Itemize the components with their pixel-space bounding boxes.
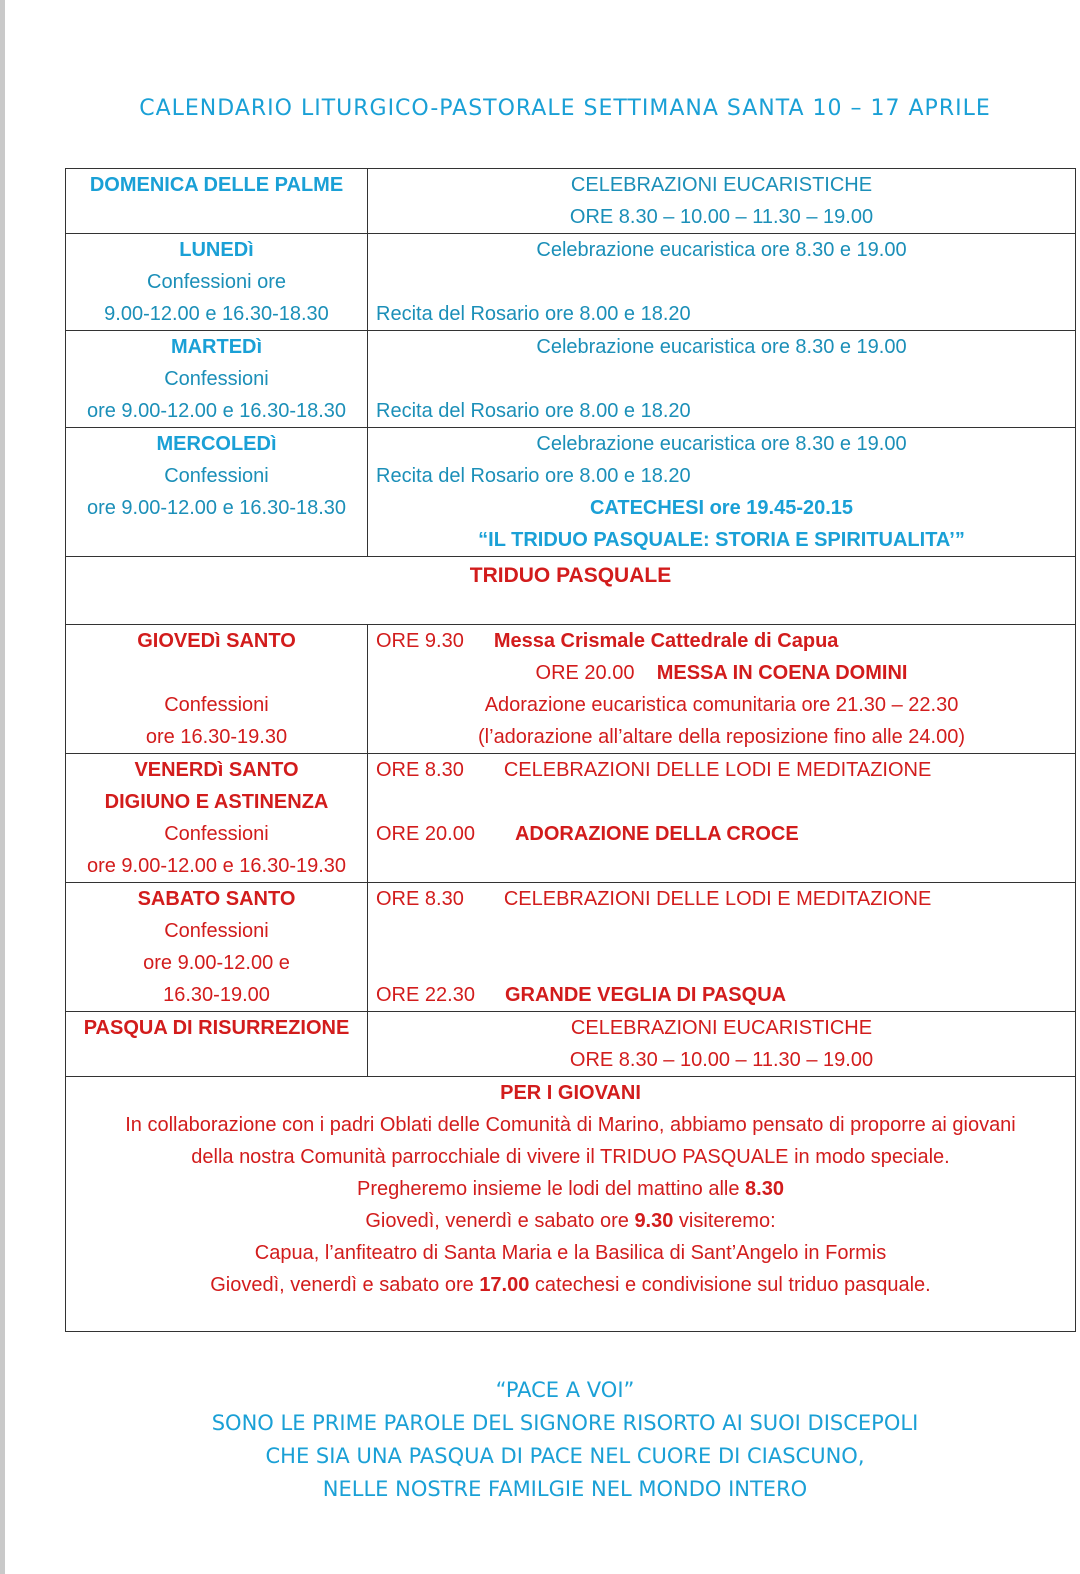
day-label: PASQUA DI RISURREZIONE — [83, 1017, 350, 1039]
events-cell — [368, 625, 1076, 754]
closing-line: CHE SIA UNA PASQUA DI PACE NEL CUORE DI CIASCUNO, — [265, 1444, 865, 1468]
day-cell — [66, 428, 368, 557]
row-venerdi-santo — [66, 754, 1076, 883]
confession-text: Confessioni — [164, 920, 269, 942]
events-cell — [368, 331, 1076, 428]
event-title: MESSA IN COENA DOMINI — [656, 662, 908, 684]
confession-text: Confessioni — [164, 465, 269, 487]
day-cell — [66, 331, 368, 428]
day-cell — [66, 625, 368, 754]
youth-text: In collaborazione con i padri Oblati delle Comunità di Marino, abbiamo pensato di proporre ai giovani — [125, 1114, 1016, 1136]
confession-text: ore 9.00-12.00 e 16.30-18.30 — [86, 497, 347, 519]
day-label: VENERDì SANTO — [134, 759, 299, 781]
youth-cell — [66, 1077, 1076, 1332]
closing-message — [0, 1374, 1080, 1506]
section-title: TRIDUO PASQUALE — [469, 564, 672, 587]
catechesi-theme: “IL TRIDUO PASQUALE: STORIA E SPIRITUALITA’” — [478, 529, 965, 551]
row-pasqua — [66, 1012, 1076, 1077]
event-line: Celebrazione eucaristica ore 8.30 e 19.00 — [536, 239, 907, 261]
event-time: ORE 20.00 — [376, 823, 475, 845]
section-header-cell — [66, 557, 1076, 625]
fasting-label: DIGIUNO E ASTINENZA — [104, 791, 329, 813]
event-line: ORE 8.30 – 10.00 – 11.30 – 19.00 — [569, 1049, 874, 1071]
row-lunedi — [66, 234, 1076, 331]
event-line: Celebrazione eucaristica ore 8.30 e 19.00 — [536, 336, 907, 358]
schedule-table — [65, 168, 1076, 1332]
youth-title: PER I GIOVANI — [500, 1082, 641, 1104]
event-line: CELEBRAZIONI EUCARISTICHE — [570, 174, 873, 196]
closing-line: SONO LE PRIME PAROLE DEL SIGNORE RISORTO AI SUOI DISCEPOLI — [211, 1411, 919, 1435]
confession-text: Confessioni ore — [147, 271, 286, 293]
day-cell — [66, 169, 368, 234]
row-mercoledi — [66, 428, 1076, 557]
event-line: Adorazione eucaristica comunitaria ore 21.30 – 22.30 — [484, 694, 959, 716]
confession-text: Confessioni — [164, 368, 269, 390]
event-line: ORE 8.30 – 10.00 – 11.30 – 19.00 — [569, 206, 874, 228]
day-cell — [66, 234, 368, 331]
confession-text: ore 9.00-12.00 e 16.30-19.30 — [86, 855, 347, 877]
confession-text: 16.30-19.00 — [163, 984, 270, 1006]
day-cell — [66, 883, 368, 1012]
youth-text: Giovedì, venerdì e sabato ore 9.30 visiteremo: — [365, 1210, 776, 1232]
day-label: MERCOLEDì — [156, 433, 277, 455]
events-cell — [368, 754, 1076, 883]
confession-text: ore 9.00-12.00 e — [143, 952, 290, 974]
events-cell — [368, 883, 1076, 1012]
event-time: ORE 9.30 — [376, 630, 464, 652]
day-cell — [66, 754, 368, 883]
event-title: CELEBRAZIONI DELLE LODI E MEDITAZIONE — [503, 759, 932, 781]
row-sabato-santo — [66, 883, 1076, 1012]
confession-text: Confessioni — [164, 694, 269, 716]
row-domenica-palme — [66, 169, 1076, 234]
event-line: Celebrazione eucaristica ore 8.30 e 19.00 — [536, 433, 907, 455]
event-line: Recita del Rosario ore 8.00 e 18.20 — [376, 303, 691, 325]
catechesi-line: CATECHESI ore 19.45-20.15 — [589, 497, 854, 519]
confession-text: ore 9.00-12.00 e 16.30-18.30 — [86, 400, 347, 422]
closing-line: NELLE NOSTRE FAMILGIE NEL MONDO INTERO — [322, 1477, 808, 1501]
event-title: ADORAZIONE DELLA CROCE — [514, 823, 799, 845]
event-line: Recita del Rosario ore 8.00 e 18.20 — [376, 400, 691, 422]
confession-text: Confessioni — [164, 823, 269, 845]
events-cell — [368, 428, 1076, 557]
day-cell — [66, 1012, 368, 1077]
page-left-edge — [0, 0, 5, 1574]
youth-text: Pregheremo insieme le lodi del mattino alle 8.30 — [357, 1178, 784, 1200]
event-note: (l’adorazione all’altare della reposizione fino alle 24.00) — [478, 726, 965, 748]
row-triduo-header — [66, 557, 1076, 625]
event-time: ORE 8.30 — [376, 888, 464, 910]
event-time: ORE 20.00 — [535, 662, 635, 684]
day-label: DOMENICA DELLE PALME — [89, 174, 344, 196]
confession-text: ore 16.30-19.30 — [145, 726, 288, 748]
youth-text: Capua, l’anfiteatro di Santa Maria e la Basilica di Sant’Angelo in Formis — [254, 1242, 887, 1264]
event-line: Recita del Rosario ore 8.00 e 18.20 — [376, 465, 691, 487]
page-title: CALENDARIO LITURGICO-PASTORALE SETTIMANA SANTA 10 – 17 APRILE — [139, 96, 991, 121]
row-giovani — [66, 1077, 1076, 1332]
row-giovedi-santo — [66, 625, 1076, 754]
event-time: ORE 8.30 — [376, 759, 464, 781]
youth-text: Giovedì, venerdì e sabato ore 17.00 catechesi e condivisione sul triduo pasquale. — [210, 1274, 931, 1296]
day-label: LUNEDì — [179, 239, 254, 261]
closing-line: “PACE A VOI” — [495, 1378, 635, 1402]
event-title: GRANDE VEGLIA DI PASQUA — [504, 984, 787, 1006]
confession-text: 9.00-12.00 e 16.30-18.30 — [104, 303, 329, 325]
row-martedi — [66, 331, 1076, 428]
event-line: CELEBRAZIONI EUCARISTICHE — [570, 1017, 873, 1039]
events-cell — [368, 234, 1076, 331]
day-label: SABATO SANTO — [137, 888, 296, 910]
events-cell — [368, 169, 1076, 234]
day-label: GIOVEDì SANTO — [137, 630, 296, 652]
day-label: MARTEDì — [170, 336, 263, 358]
event-title: CELEBRAZIONI DELLE LODI E MEDITAZIONE — [503, 888, 932, 910]
event-title: Messa Crismale Cattedrale di Capua — [493, 630, 839, 652]
events-cell — [368, 1012, 1076, 1077]
event-time: ORE 22.30 — [376, 984, 475, 1006]
youth-text: della nostra Comunità parrocchiale di vivere il TRIDUO PASQUALE in modo speciale. — [191, 1146, 950, 1168]
